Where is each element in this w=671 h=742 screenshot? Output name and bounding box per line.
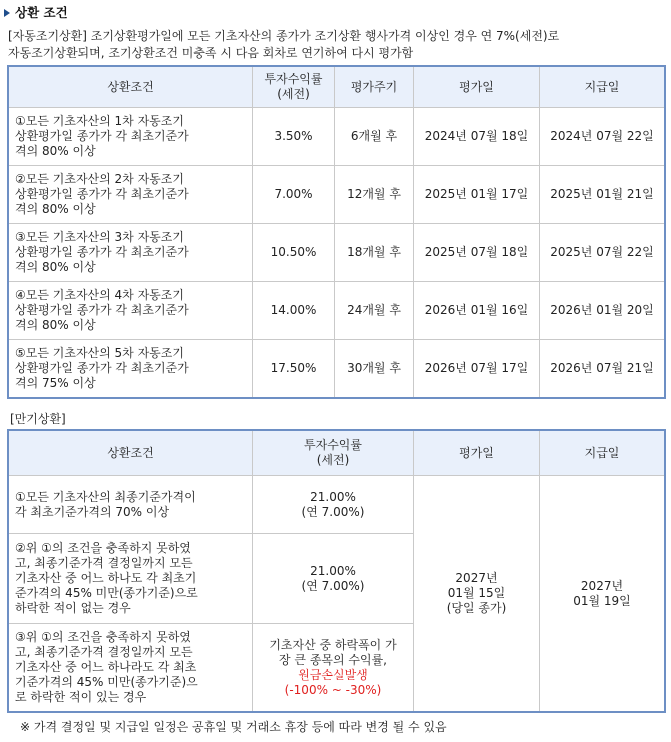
condition-cell: ①모든 기초자산의 1차 자동조기 상환평가일 종가가 각 최초기준가 격의 80% 이상: [9, 108, 253, 166]
pay-date-cell: 2025년 07월 22일: [540, 224, 665, 282]
intro-line-1: [자동조기상환] 조기상환평가일에 모든 기초자산의 종가가 조기상환 행사가격 이상인 경우 연 7%(세전)로: [8, 29, 560, 43]
maturity-redemption-table: [8, 430, 665, 712]
pay-date-cell: 2026년 07월 21일: [540, 340, 665, 398]
condition-cell: ③모든 기초자산의 3차 자동조기 상환평가일 종가가 각 최초기준가 격의 80% 이상: [9, 224, 253, 282]
header-eval-date: 평가일: [414, 67, 540, 108]
header-condition: 상환조건: [9, 67, 253, 108]
table-row: [9, 476, 665, 534]
maturity-pay-date-cell: 2027년 01월 19일: [540, 476, 665, 712]
return-cell: 17.50%: [253, 340, 335, 398]
condition-cell: ④모든 기초자산의 4차 자동조기 상환평가일 종가가 각 최초기준가 격의 80% 이상: [9, 282, 253, 340]
return-cell: 3.50%: [253, 108, 335, 166]
return-cell: 21.00% (연 7.00%): [253, 534, 414, 624]
header-return: 투자수익률 (세전): [253, 67, 335, 108]
eval-date-cell: 2026년 07월 17일: [414, 340, 540, 398]
condition-cell: ③위 ①의 조건을 충족하지 못하였 고, 최종기준가격 결정일까지 모든 기초자산 중 어느 하나라도 각 최초 기준가격의 45% 미만(종가기준)으 로 하락한 적이 있는 경우: [9, 624, 253, 712]
pay-date-cell: 2024년 07월 22일: [540, 108, 665, 166]
footnote: ※ 가격 결정일 및 지급일 일정은 공휴일 및 거래소 휴장 등에 따라 변경 될 수 있음: [20, 720, 447, 734]
condition-cell: ②모든 기초자산의 2차 자동조기 상환평가일 종가가 각 최초기준가 격의 80% 이상: [9, 166, 253, 224]
principal-loss-text: 원금손실발생: [298, 667, 368, 682]
table-row: [9, 340, 665, 398]
return-cell: 10.50%: [253, 224, 335, 282]
header-eval-date: 평가일: [414, 431, 540, 476]
condition-cell: ②위 ①의 조건을 충족하지 못하였 고, 최종기준가격 결정일까지 모든 기초자산 중 어느 하나도 각 최초기 준가격의 45% 미만(종가기준)으로 하락한 적이 없는 경우: [9, 534, 253, 624]
loss-return-description: 기초자산 중 하락폭이 가 장 큰 종목의 수익률,: [269, 637, 397, 667]
table-row: [9, 166, 665, 224]
return-cell: 14.00%: [253, 282, 335, 340]
section-title: 상환 조건: [4, 4, 68, 22]
table-row: [9, 108, 665, 166]
intro-line-2: 자동조기상환되며, 조기상환조건 미충족 시 다음 회차로 연기하여 다시 평가함: [8, 46, 414, 60]
period-cell: 6개월 후: [335, 108, 414, 166]
period-cell: 18개월 후: [335, 224, 414, 282]
header-return: 투자수익률 (세전): [253, 431, 414, 476]
eval-date-cell: 2025년 07월 18일: [414, 224, 540, 282]
auto-early-redemption-intro: [8, 28, 668, 62]
triangle-bullet-icon: [4, 9, 10, 17]
header-pay-date: 지급일: [540, 67, 665, 108]
eval-date-cell: 2024년 07월 18일: [414, 108, 540, 166]
table-row: [9, 282, 665, 340]
pay-date-cell: 2026년 01월 20일: [540, 282, 665, 340]
return-cell: [253, 624, 414, 712]
maturity-redemption-label: [만기상환]: [10, 412, 66, 426]
header-condition: 상환조건: [9, 431, 253, 476]
table-row: [9, 224, 665, 282]
return-cell: 21.00% (연 7.00%): [253, 476, 414, 534]
table-header-row: [9, 67, 665, 108]
header-period: 평가주기: [335, 67, 414, 108]
eval-date-cell: 2026년 01월 16일: [414, 282, 540, 340]
header-pay-date: 지급일: [540, 431, 665, 476]
condition-cell: ①모든 기초자산의 최종기준가격이 각 최초기준가격의 70% 이상: [9, 476, 253, 534]
early-redemption-table: [8, 66, 665, 398]
condition-cell: ⑤모든 기초자산의 5차 자동조기 상환평가일 종가가 각 최초기준가 격의 75% 이상: [9, 340, 253, 398]
return-cell: 7.00%: [253, 166, 335, 224]
maturity-eval-date-cell: 2027년 01월 15일 (당일 종가): [414, 476, 540, 712]
table-header-row: [9, 431, 665, 476]
period-cell: 30개월 후: [335, 340, 414, 398]
period-cell: 24개월 후: [335, 282, 414, 340]
eval-date-cell: 2025년 01월 17일: [414, 166, 540, 224]
loss-range-text: (-100% ~ -30%): [284, 682, 382, 697]
period-cell: 12개월 후: [335, 166, 414, 224]
pay-date-cell: 2025년 01월 21일: [540, 166, 665, 224]
